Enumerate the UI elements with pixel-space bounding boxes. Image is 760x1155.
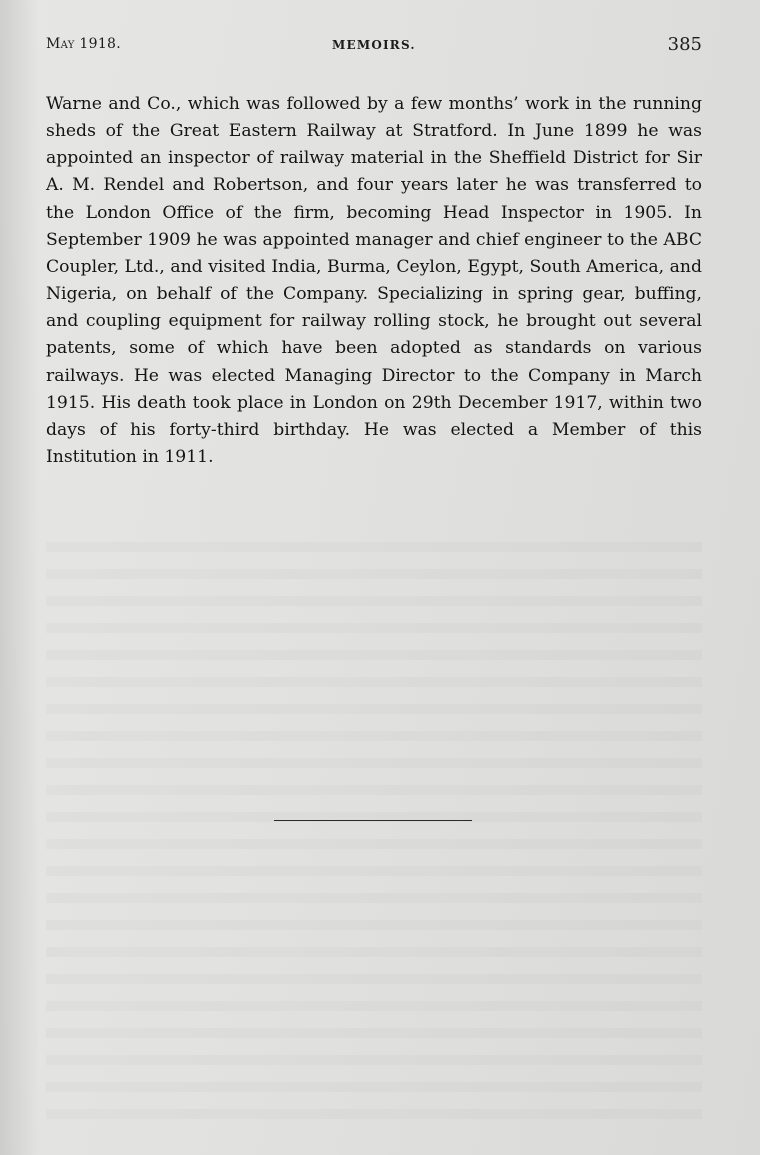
page-gutter-shadow xyxy=(0,0,40,1155)
show-through-text xyxy=(46,530,702,1130)
header-title: MEMOIRS. xyxy=(332,38,416,52)
running-header xyxy=(46,34,702,60)
header-date: May 1918. xyxy=(46,36,121,52)
page-number: 385 xyxy=(667,34,702,55)
section-divider-rule xyxy=(274,820,472,821)
memoir-paragraph: Warne and Co., which was followed by a few months’ work in the running sheds of the Great Eastern Railway at Stratford. In June 1899 he was appointed an inspector of railway material in the Sheffield District for Sir A. M. Rendel and Robertson, and four years later he was transferred to the London Office of the firm, becoming Head Inspector in 1905. In September 1909 he was appointed manager and chief engineer to the ABC Coupler, Ltd., and visited India, Burma, Ceylon, Egypt, South America, and Nigeria, on behalf of the Company. Specializing in spring gear, buffing, and coupling equipment for railway rolling stock, he brought out several patents, some of which have been adopted as standards on various railways. He was elected Managing Director to the Company in March 1915. His death took place in London on 29th December 1917, within two days of his forty-third birthday. He was elected a Member of this Institution in 1911. xyxy=(46,94,702,468)
